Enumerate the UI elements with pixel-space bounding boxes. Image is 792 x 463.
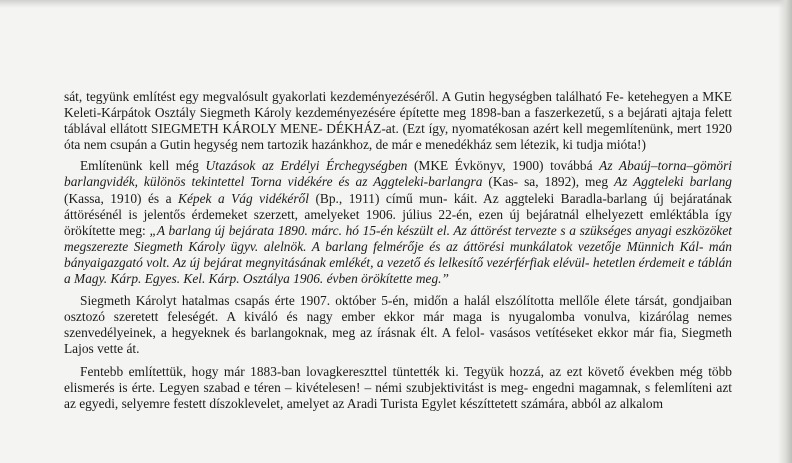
paragraph-2-segment-5: (Kas- sa, 1892), meg: [482, 174, 614, 190]
paragraph-1: [64, 89, 732, 153]
page-top-shadow: [0, 0, 792, 8]
body-text: [64, 89, 732, 417]
paragraph-1-text: sát, tegyünk említést egy megvalósult gyakorlati kezdeményezéséről. A Gutin hegységben található Fe- ketehegyen a MKE Keleti-Kárpátok Osztály Siegmeth Károly kezdeményezésére építette meg 1898-ban a faszerkezetű, s a bejárati ajtaja felett táblával ellátott SIEGMETH KÁROLY MENE- DÉKHÁZ-at. (Ezt így, nyomatékosan azért kell megemlítenünk, mert 1920 óta nem csupán a Gutin hegység nem tartozik hazánkhoz, de már e menedékház sem létezik, ki tudja mióta!): [64, 89, 732, 153]
paragraph-4: [64, 364, 732, 412]
paragraph-3-text: Siegmeth Károlyt hatalmas csapás érte 1907. október 5-én, midőn a halál elszólította mellőle élete társát, gondjaiban osztozó szeretett feleségét. A kiváló és nagy ember ekkor már maga is nyugalomba vonulva, kizárólag nemes szenvedélyeinek, a hegyeknek és barlangoknak, meg az írásnak élt. A felol- vasásos vetítéseket ekkor már fia, Siegmeth Lajos vette át.: [64, 293, 732, 357]
paragraph-2-segment-3: (MKE Évkönyv, 1900) továbbá: [407, 158, 600, 174]
book-title-kepek: Képek a Vág vidékéről: [178, 190, 309, 206]
plaque-inscription: „A barlang új bejárata 1890. márc. hó 15-én készült el. Az áttörést tervezte s a szükséges anyagi eszközöket megszerezte Siegmeth Károly ügyv. alelnök. A barlang felmérője és az áttörési munkálatok vezetője Münnich Kál- mán bányaigazgató volt. Az új bejárat megnyitásának emlékét, a vezető és lelkesítő vezérférfiak elévül- hetetlen érdemeit e táblán a Magy. Kárp. Egyes. Kel. Kárp. Osztálya 1906. évben örökítette meg.”: [64, 222, 732, 287]
paragraph-3: [64, 293, 732, 357]
book-title-aggteleki: Az Aggteleki barlang: [614, 174, 732, 190]
paragraph-2-segment-9: (Bp., 1911) című mun- káit. Az aggteleki Baradla-barlang új bejáratának áttörésénél is jelentős érdemeket szerzett, amelyeket 1906. július 22-én, ezen új bejáratnál elhelyezett emléktábla így örökítette meg:: [64, 190, 732, 238]
paragraph-2-segment-1: Említenünk kell még: [80, 158, 206, 174]
paragraph-4-text: Fentebb említettük, hogy már 1883-ban lovagkereszttel tüntették ki. Tegyük hozzá, az ezt követő években még több elismerés is érte. Legyen szabad e téren – kivételesen! – némi szubjektivitást is meg- engedni magamnak, s felemlíteni azt az egyedi, selyemre festett díszoklevelet, amelyet az Aradi Turista Egylet készíttetett számára, abból az alkalom: [64, 363, 732, 411]
book-title-abauj: Az Abaúj–torna–gömöri barlangvidék, különös tekintettel Torna vidékére és az Aggteleki-barlangra: [64, 158, 732, 190]
book-title-utazasok: Utazások az Erdélyi Érchegységben: [205, 158, 408, 174]
paragraph-2-segment-7: (Kassa, 1910) és a: [64, 190, 179, 206]
page-right-shadow: [778, 0, 792, 463]
paragraph-2: [64, 158, 732, 287]
